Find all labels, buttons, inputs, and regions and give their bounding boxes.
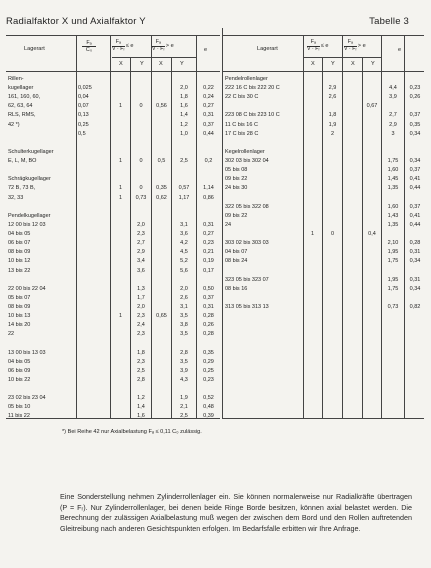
- right-table-cell: 22 C bis 30 C: [225, 94, 259, 101]
- table-divider: [222, 28, 223, 418]
- left-table-cell: 1,9: [180, 395, 188, 402]
- left-table-cell: 3,9: [180, 367, 188, 374]
- right-header-rule: [222, 71, 424, 72]
- right-table-cell: 17 C bis 28 C: [225, 130, 259, 137]
- left-table-cell: 0,31: [203, 304, 214, 310]
- left-rule-2: [110, 35, 111, 418]
- right-table-cell: 2,6: [328, 94, 337, 101]
- left-table-cell: 04 bis 05: [8, 358, 31, 365]
- right-header-group-gt: $\frac{\text{Fₐ}}{\text{V · Fᵣ}}> e$: [344, 39, 366, 52]
- left-table-cell: 10 bis 22: [8, 376, 31, 383]
- left-table-cell: 0,56: [156, 103, 167, 110]
- left-table-cell: 0,5: [157, 158, 166, 165]
- right-table-cell: 2: [330, 130, 335, 137]
- right-table-cell: Kegelrollenlager: [225, 148, 265, 155]
- left-table-cell: 3,5: [180, 313, 188, 320]
- left-table-cell: 1,4: [137, 404, 145, 411]
- left-table-cell: 1,0: [180, 130, 188, 137]
- left-table-cell: 5,2: [180, 258, 188, 265]
- left-table-cell: 2,7: [137, 240, 145, 247]
- right-table-cell: 0,34: [409, 158, 421, 165]
- right-table-cell: 1,95: [387, 249, 399, 256]
- right-table-cell: 11 C bis 16 C: [225, 121, 258, 128]
- left-table-cell: 2,0: [137, 221, 145, 228]
- left-bottom-rule: [6, 418, 220, 419]
- right-table-cell: 302 03 bis 302 04: [225, 158, 269, 165]
- left-table-cell: 0,2: [204, 158, 213, 165]
- left-table-cell: 1,2: [180, 121, 188, 128]
- right-table-cell: 08 bis 16: [225, 285, 248, 292]
- left-table-cell: 2,5: [137, 367, 145, 374]
- left-table-cell: 10 bis 12: [8, 258, 31, 265]
- left-table-cell: 0,23: [203, 376, 214, 383]
- right-table-cell: 1,35: [387, 221, 399, 228]
- right-table-cell: 1,35: [387, 185, 399, 192]
- left-table-cell: 1,8: [180, 94, 188, 101]
- left-table-cell: 11 bis 22: [8, 413, 30, 420]
- left-table-cell: 13 00 bis 13 03: [8, 349, 46, 356]
- left-table-cell: 0: [139, 158, 143, 165]
- right-table-cell: 313 05 bis 313 13: [225, 304, 269, 310]
- left-table-cell: 3,6: [137, 267, 145, 274]
- left-table-cell: 10 bis 13: [8, 313, 31, 320]
- left-table-cell: 05 bis 10: [8, 404, 31, 411]
- right-table-cell: 0,44: [409, 185, 421, 192]
- right-table-cell: 223 08 C bis 223 10 C: [225, 112, 280, 119]
- right-rule-3: [342, 35, 343, 418]
- right-table-cell: 2,7: [389, 112, 397, 119]
- left-table-cell: Schulterkugellager: [8, 148, 54, 155]
- left-header-rule: [6, 71, 220, 72]
- left-table-cell: 2,0: [180, 85, 188, 92]
- left-table-cell: 04 bis 05: [8, 231, 31, 238]
- right-table-cell: 0,37: [409, 203, 421, 210]
- left-table-cell: 2,0: [180, 285, 188, 292]
- left-table-cell: 0,24: [203, 94, 214, 101]
- left-table-cell: 0,52: [203, 395, 214, 402]
- left-table-cell: 4,5: [180, 249, 188, 256]
- right-table-cell: 04 bis 07: [225, 249, 248, 256]
- left-table-cell: 0,23: [203, 240, 214, 247]
- left-table-cell: 1: [118, 103, 123, 110]
- right-rule-1: [303, 35, 304, 418]
- right-table-cell: 24: [225, 221, 232, 228]
- left-table-cell: 0: [139, 103, 143, 110]
- right-table-cell: 0,26: [409, 94, 421, 101]
- right-table-cell: 1: [310, 231, 315, 238]
- left-table-cell: 0,39: [203, 413, 214, 420]
- left-table-cell: E, L, M, BO: [8, 158, 37, 165]
- right-table-cell: 2,10: [387, 240, 399, 247]
- left-table-cell: 0,25: [203, 367, 214, 374]
- right-table-cell: 0,41: [409, 212, 421, 219]
- left-table-cell: 1,6: [137, 413, 145, 420]
- left-table-cell: Schrägkugellager: [8, 176, 51, 183]
- right-table-cell: 1,75: [387, 158, 399, 165]
- left-table-cell: 22: [8, 331, 15, 338]
- left-table-cell: 2,8: [180, 349, 188, 356]
- left-table-cell: 0,27: [203, 231, 214, 238]
- left-table-cell: 0,04: [78, 94, 89, 101]
- left-table-cell: 2,3: [137, 331, 145, 338]
- left-table-cell: 0,5: [78, 130, 86, 137]
- right-table-cell: 1,60: [387, 203, 399, 210]
- left-table-cell: 2,3: [137, 313, 145, 320]
- left-table-cell: 2,5: [180, 158, 188, 165]
- right-table-cell: 05 bis 08: [225, 167, 248, 174]
- left-top-rule: [6, 35, 220, 36]
- right-table-cell: 2,9: [389, 121, 397, 128]
- right-table-cell: 1,9: [328, 121, 337, 128]
- right-header-x1: X: [311, 61, 315, 67]
- left-table-cell: 161, 160, 60,: [8, 94, 41, 101]
- left-table-cell: 0,26: [203, 322, 214, 329]
- left-table-cell: 3,6: [180, 231, 188, 238]
- left-table-cell: 22 00 bis 22 04: [8, 285, 46, 292]
- left-table-cell: 0,22: [203, 85, 214, 92]
- left-table-cell: 0,07: [78, 103, 89, 110]
- right-table-cell: 1,75: [387, 258, 399, 265]
- left-header-group-le: $\frac{\text{Fₐ}}{\text{V · Fᵣ}}\le e$: [112, 39, 134, 52]
- left-table-cell: 0,37: [203, 294, 214, 301]
- bottom-paragraph: Eine Sonderstellung nehmen Zylinderrollenlager ein. Sie können normalerweise nur Radialkräfte übertragen (P = Fᵣ). Nur Zylinderrollenlager, bei denen beide Ringe Borde besitzen, können axial belastet werden. Die Berechnung der zulässigen Axialbelastung muß wegen der zwischen dem Bord und den Rollen auftretenden Gleitreibung nach anderen Gesichtspunkten erfolgen. Im Bedarfsfalle erbitten wir Ihre Anfrage.: [60, 492, 412, 533]
- right-header-y2: Y: [371, 61, 375, 67]
- right-rule-2: [322, 57, 323, 418]
- right-table-cell: 2,9: [328, 85, 337, 92]
- left-table-cell: 0,31: [203, 221, 214, 228]
- right-table-cell: 0,23: [409, 85, 421, 92]
- left-rule-6: [196, 35, 197, 418]
- left-table-cell: 1,7: [137, 294, 145, 301]
- left-table-cell: 0,025: [78, 85, 92, 92]
- left-table-cell: 08 bis 09: [8, 249, 31, 256]
- left-table-cell: RLS, RMS,: [8, 112, 36, 119]
- left-table-cell: 62, 63, 64: [8, 103, 33, 110]
- left-table-cell: Pendelkugellager: [8, 212, 51, 219]
- right-table-cell: 08 bis 24: [225, 258, 248, 265]
- right-table-cell: 1,75: [387, 285, 399, 292]
- left-table-cell: 06 bis 09: [8, 367, 31, 374]
- left-table-cell: 1: [118, 185, 123, 192]
- left-table-cell: 3,8: [180, 322, 188, 329]
- left-table-cell: 0,73: [135, 194, 147, 201]
- left-table-cell: 32, 33: [8, 194, 24, 201]
- right-table-cell: 1,45: [387, 176, 399, 183]
- right-table-cell: 303 02 bis 303 03: [225, 240, 269, 247]
- left-table-cell: 1,2: [137, 395, 145, 402]
- left-table-cell: 5,6: [180, 267, 188, 274]
- left-rule-3: [130, 57, 131, 418]
- left-table-cell: 3,1: [180, 221, 188, 228]
- left-table-cell: 1,17: [178, 194, 190, 201]
- right-table-cell: 4,4: [389, 85, 397, 92]
- left-table-cell: 05 bis 07: [8, 294, 31, 301]
- right-table-cell: 222 16 C bis 222 20 C: [225, 85, 280, 92]
- right-table-cell: 0,35: [409, 121, 421, 128]
- left-table-cell: 3,5: [180, 331, 188, 338]
- left-table-cell: 2,6: [180, 294, 188, 301]
- left-table-cell: 0,13: [78, 112, 89, 119]
- left-table-cell: 2,9: [137, 249, 145, 256]
- left-header-x2: X: [159, 61, 163, 67]
- left-sub-rule: [112, 57, 196, 58]
- right-table-cell: 322 05 bis 322 08: [225, 203, 269, 210]
- left-table-cell: 3,4: [137, 258, 145, 265]
- left-header-y1: Y: [140, 61, 144, 67]
- left-table-cell: 12 00 bis 12 03: [8, 221, 46, 228]
- left-table-cell: 13 bis 22: [8, 267, 31, 274]
- left-table-cell: 2,3: [137, 358, 145, 365]
- right-table-cell: 0,31: [409, 249, 421, 256]
- left-header-x1: X: [119, 61, 123, 67]
- left-table-cell: 0,27: [203, 103, 214, 110]
- left-table-cell: 2,3: [137, 231, 145, 238]
- left-table-cell: 1: [118, 158, 123, 165]
- right-table-cell: 0,31: [409, 276, 421, 283]
- left-table-cell: 2,4: [137, 322, 145, 329]
- right-header-group-le: $\frac{\text{Fₐ}}{\text{V · Fᵣ}}\le e$: [307, 39, 329, 52]
- right-table-cell: 24 bis 30: [225, 185, 248, 192]
- right-table-cell: 0,41: [409, 176, 421, 183]
- left-table-cell: 0,28: [203, 331, 214, 338]
- right-table-cell: 09 bis 22: [225, 212, 248, 219]
- right-rule-5: [381, 35, 382, 418]
- footnote: *) Bei Reihe 42 nur Axialbelastung Fₐ ≤ 0,11 C₀ zulässig.: [62, 429, 202, 435]
- left-table-cell: kugellager: [8, 85, 34, 92]
- left-table-cell: 0,44: [203, 130, 214, 137]
- left-header-fa-c0: $\frac{\text{Fₐ}}{\text{C₀}}$: [82, 40, 96, 53]
- left-table-cell: 0,48: [203, 404, 214, 411]
- right-table-cell: 1,60: [387, 167, 399, 174]
- right-table-cell: 0: [330, 231, 335, 238]
- left-table-cell: 0,19: [203, 258, 214, 265]
- left-header-y2: Y: [180, 61, 184, 67]
- right-table-cell: 1,8: [328, 112, 337, 119]
- right-table-cell: 0,82: [409, 304, 421, 310]
- left-table-cell: 4,2: [180, 240, 188, 247]
- left-table-cell: 72 B, 73 B,: [8, 185, 36, 192]
- left-table-cell: 1,8: [137, 349, 145, 356]
- left-table-cell: 0,28: [203, 313, 214, 320]
- left-rule-4: [151, 35, 152, 418]
- left-table-cell: 0,62: [156, 194, 167, 201]
- right-header-lagerart: Lagerart: [257, 46, 278, 52]
- right-bottom-rule: [222, 418, 424, 419]
- left-table-cell: 0,25: [78, 121, 89, 128]
- left-header-e: e: [204, 47, 208, 53]
- left-table-cell: 4,3: [180, 376, 188, 383]
- left-table-cell: 0,57: [178, 185, 190, 192]
- left-table-cell: 3,1: [180, 304, 188, 310]
- left-table-cell: 2,8: [137, 376, 145, 383]
- left-rule-5: [171, 57, 172, 418]
- left-table-cell: 1,14: [203, 185, 214, 192]
- right-top-rule: [222, 35, 424, 36]
- right-table-cell: 09 bis 22: [225, 176, 248, 183]
- left-table-cell: 0,21: [203, 249, 214, 256]
- table-title: Radialfaktor X und Axialfaktor Y: [6, 16, 146, 27]
- right-table-cell: 0,34: [409, 285, 421, 292]
- left-table-cell: 0,37: [203, 121, 214, 128]
- right-table-cell: 0,28: [409, 240, 421, 247]
- left-table-cell: 14 bis 20: [8, 322, 31, 329]
- right-table-cell: Pendelrollenlager: [225, 76, 268, 82]
- left-header-group-gt: $\frac{\text{Fₐ}}{\text{V · Fᵣ}}> e$: [152, 39, 174, 52]
- left-table-cell: 0,31: [203, 112, 214, 119]
- left-table-cell: 08 bis 09: [8, 304, 31, 310]
- right-table-cell: 3,9: [389, 94, 397, 101]
- right-header-y1: Y: [331, 61, 335, 67]
- left-table-cell: 23 02 bis 23 04: [8, 395, 46, 402]
- right-table-cell: 0,37: [409, 112, 421, 119]
- left-rule-1: [76, 35, 77, 418]
- left-table-cell: 0,86: [203, 194, 214, 201]
- right-table-cell: 0,34: [409, 130, 421, 137]
- left-header-lagerart: Lagerart: [24, 46, 45, 52]
- table-number: Tabelle 3: [369, 16, 409, 27]
- right-table-cell: 0,67: [366, 103, 378, 110]
- right-table-cell: 0,44: [409, 221, 421, 228]
- right-table-cell: 3: [391, 130, 395, 137]
- left-table-cell: 0: [139, 185, 143, 192]
- right-table-cell: 0,37: [409, 167, 421, 174]
- right-table-cell: 323 05 bis 323 07: [225, 276, 269, 283]
- left-table-cell: 2,5: [180, 413, 188, 420]
- right-rule-4: [362, 57, 363, 418]
- left-table-cell: Rillen-: [8, 76, 24, 82]
- left-table-cell: 0,35: [156, 185, 167, 192]
- left-table-cell: 1,6: [180, 103, 188, 110]
- right-table-cell: 0,73: [387, 304, 399, 310]
- right-header-x2: X: [351, 61, 355, 67]
- left-table-cell: 1,3: [137, 285, 145, 292]
- right-header-e: e: [398, 47, 402, 53]
- left-table-cell: 0,65: [156, 313, 167, 320]
- left-table-cell: 2,0: [137, 304, 145, 310]
- left-table-cell: 0,50: [203, 285, 214, 292]
- left-table-cell: 1: [118, 194, 123, 201]
- left-table-cell: 0,35: [203, 349, 214, 356]
- left-table-cell: 0,29: [203, 358, 214, 365]
- left-table-cell: 1: [118, 313, 123, 320]
- right-table-cell: 0,4: [368, 231, 376, 238]
- left-table-cell: 06 bis 07: [8, 240, 31, 247]
- left-table-cell: 2,1: [180, 404, 188, 411]
- right-table-cell: 1,43: [387, 212, 399, 219]
- right-table-cell: 1,95: [387, 276, 399, 283]
- left-table-cell: 3,5: [180, 358, 188, 365]
- left-table-cell: 1,4: [180, 112, 188, 119]
- left-table-cell: 0,17: [203, 267, 214, 274]
- right-rule-6: [404, 35, 405, 418]
- right-table-cell: 0,34: [409, 258, 421, 265]
- left-table-cell: 42 *): [8, 121, 20, 128]
